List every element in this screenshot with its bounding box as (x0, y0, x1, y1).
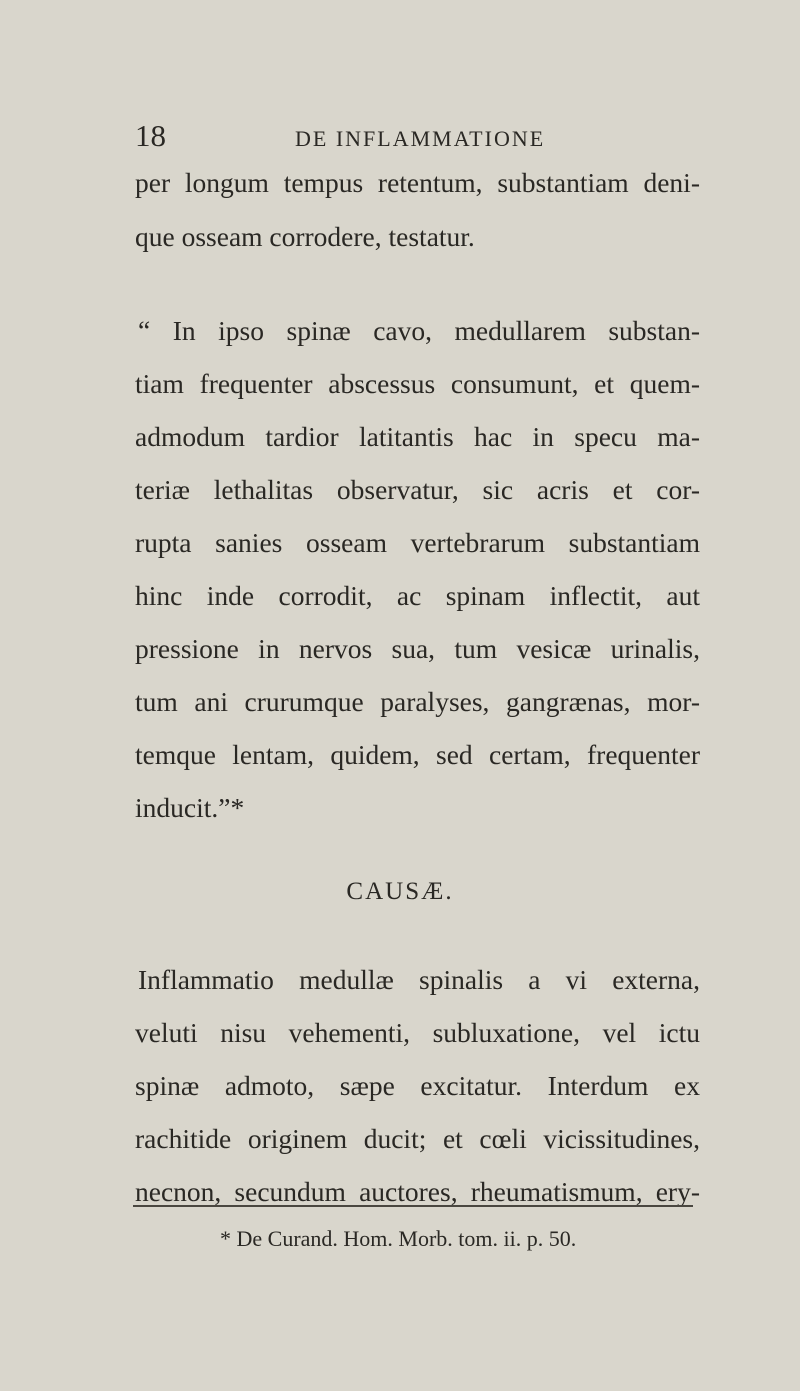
footnote-rule (133, 1205, 693, 1207)
text-line: temque lentam, quidem, sed certam, frequenter (135, 739, 700, 770)
running-head (135, 118, 695, 158)
text-line: tiam frequenter abscessus consumunt, et quem- (135, 368, 700, 399)
text-line: Inflammatio medullæ spinalis a vi externa, (138, 964, 700, 995)
text-line: rupta sanies osseam vertebrarum substantiam (135, 527, 700, 558)
text-line: rachitide originem ducit; et cœli vicissitudines, (135, 1123, 700, 1154)
running-title: DE INFLAMMATIONE (295, 126, 546, 151)
text-line: teriæ lethalitas observatur, sic acris et cor- (135, 474, 700, 505)
text-line: hinc inde corrodit, ac spinam inflectit, aut (135, 580, 700, 611)
text-line: admodum tardior latitantis hac in specu ma- (135, 421, 700, 452)
text-line: necnon, secundum auctores, rheumatismum, ery- (135, 1176, 700, 1207)
text-line: tum ani crurumque paralyses, gangrænas, mor- (135, 686, 700, 717)
text-line: que osseam corrodere, testatur. (135, 221, 475, 252)
section-heading: CAUSÆ. (346, 878, 454, 905)
text-line: “ In ipso spinæ cavo, medullarem substan- (138, 315, 700, 346)
text-line: spinæ admoto, sæpe excitatur. Interdum ex (135, 1070, 700, 1101)
footnote: * De Curand. Hom. Morb. tom. ii. p. 50. (220, 1226, 577, 1251)
text-line: pressione in nervos sua, tum vesicæ urinalis, (135, 633, 700, 664)
text-line: veluti nisu vehementi, subluxatione, vel ictu (135, 1017, 700, 1048)
text-line: inducit.”* (135, 792, 245, 823)
page-number: 18 (135, 118, 166, 153)
text-line: per longum tempus retentum, substantiam deni- (135, 167, 700, 198)
